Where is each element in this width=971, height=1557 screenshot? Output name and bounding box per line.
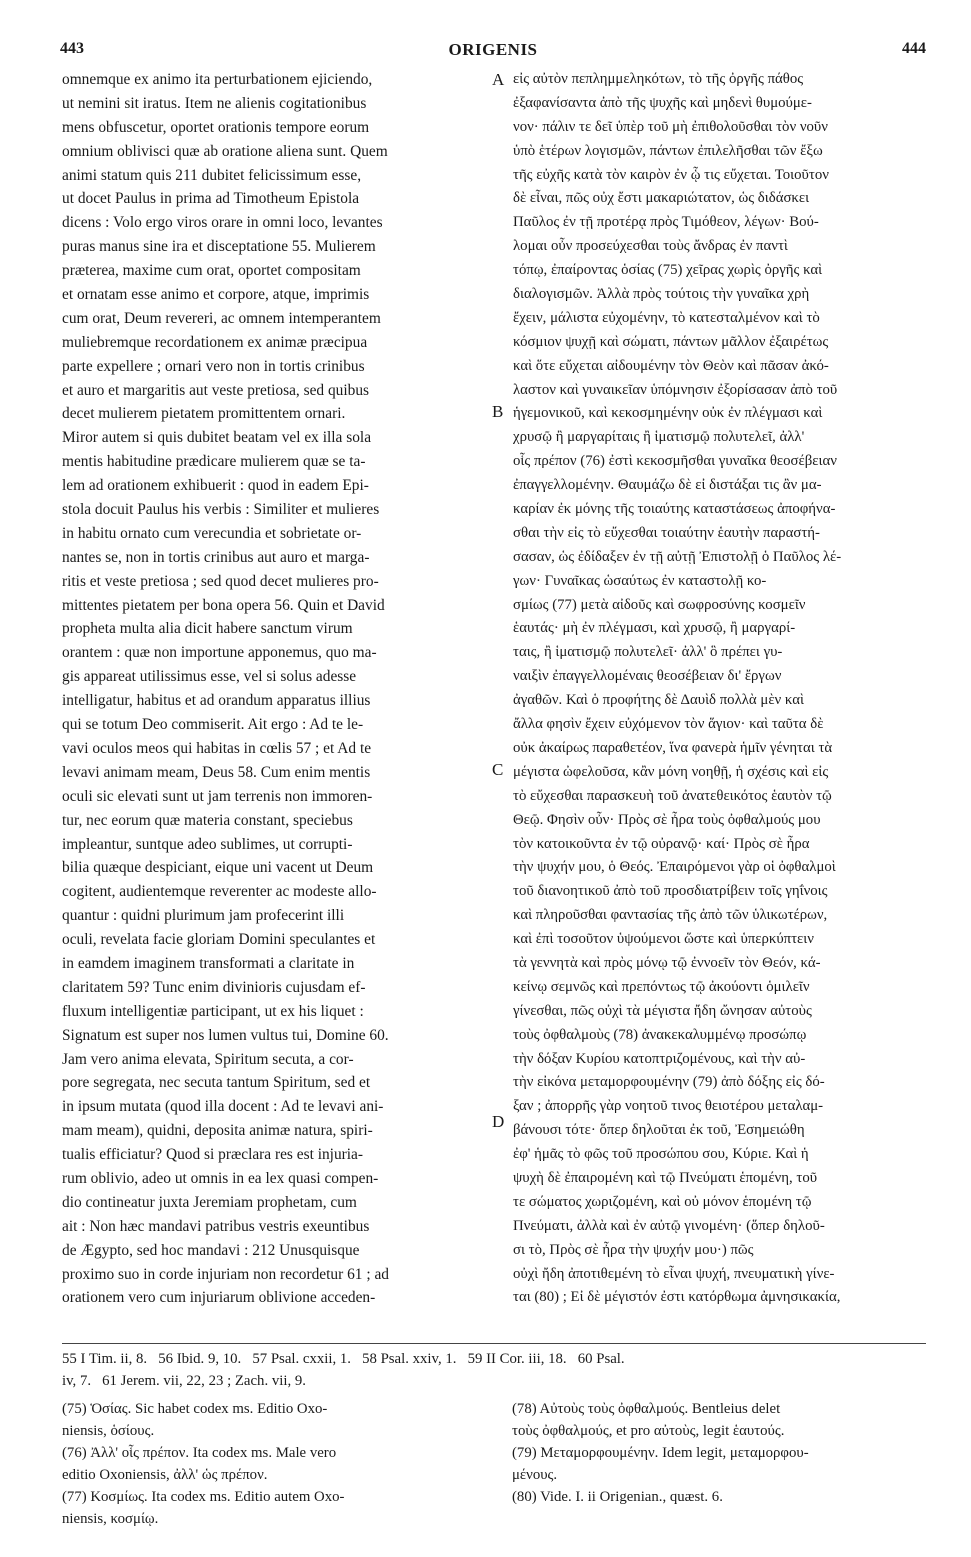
greek-text-line: λομαι οὖν προσεύχεσθαι τοὺς ἄνδρας ἐν παντὶ bbox=[513, 238, 788, 255]
latin-text-line: in habitu ornato cum verecundia et sobrietate or- bbox=[62, 524, 362, 542]
footnote-line: τοὺς ὀφθαλμούς, et pro αὐτοὺς, legit ἑαυτούς. bbox=[512, 1423, 785, 1439]
latin-text-line: mam meam), quidni, deposita animæ natura, spiri- bbox=[62, 1122, 373, 1140]
greek-text-line: τοῦ διανοητικοῦ ἀπὸ τοῦ προσδιατρίβειν τοῖς γηΐνοις bbox=[513, 883, 828, 900]
greek-text-line: κείνῳ σεμνῶς καὶ πρεπόντως τῷ ἀκούοντι ὁμιλεῖν bbox=[513, 978, 810, 995]
greek-text-line: τὰ γεννητὰ καὶ πρὸς μόνῳ τῷ ἐννοεῖν τὸν Θεόν, κά- bbox=[513, 954, 821, 971]
greek-text-line: σθαι τὴν εἰς τὸ εὔχεσθαι τοιαύτην ἑαυτὴν παραστή- bbox=[513, 524, 820, 541]
latin-column bbox=[62, 68, 490, 1310]
greek-text-line: καὶ ὅτε εὔχεται αἰδουμένην τὸν Θεὸν καὶ πᾶσαν ἀκό- bbox=[513, 357, 829, 374]
greek-text-line: κόσμιον ψυχῇ καὶ σώματι, πάντων μᾶλλον ἐξαιρέτως bbox=[513, 333, 829, 350]
reference-line: iv, 7. 61 Jerem. vii, 22, 23 ; Zach. vii, 9. bbox=[62, 1373, 306, 1389]
latin-text-line: proximo suo in corde injuriam non recordetur 61 ; ad bbox=[62, 1265, 389, 1283]
greek-text-line: λαστον καὶ γυναικεῖαν ὑπόμνησιν ἐξορίσασαν ἀπὸ τοῦ bbox=[513, 381, 838, 398]
latin-text-line: cum orat, Deum revereri, ac omnem intemperantem bbox=[62, 309, 381, 327]
latin-text-line: dio contineatur juxta Jeremiam prophetam, cum bbox=[62, 1193, 357, 1211]
footnote-line: niensis, ὁσίους. bbox=[62, 1423, 155, 1439]
latin-text-line: cogitent, audientemque reverenter ac modeste allo- bbox=[62, 883, 377, 901]
footnote-line: (77) Κοσμίως. Ita codex ms. Editio autem Oxo- bbox=[62, 1489, 345, 1505]
latin-text-line: pore segregata, nec secuta tantum Spiritum, sed et bbox=[62, 1074, 371, 1092]
latin-text-line: nantes se, non in tortis crinibus aut auro et marga- bbox=[62, 548, 370, 566]
greek-text-line: ψυχὴ δὲ ἐπαιρομένη καὶ τῷ Πνεύματι ἑπομένη, τοῦ bbox=[513, 1169, 818, 1186]
latin-text-line: stola docuit Paulus his verbis : Similiter et mulieres bbox=[62, 501, 380, 519]
section-marker-a: A bbox=[492, 70, 505, 89]
greek-text-line: τὴν ψυχήν μου, ὁ Θεός. Ἐπαιρόμενοι γὰρ οἱ ὀφθαλμοὶ bbox=[513, 859, 836, 876]
greek-text-line: τὴν εἰκόνα μεταμορφουμένην (79) ἀπὸ δόξης εἰς δό- bbox=[513, 1074, 825, 1091]
greek-text-line: ξαν ; ἀπορρῆς γὰρ νοητοῦ τινος θειοτέρου μεταλαμ- bbox=[513, 1098, 824, 1115]
latin-text-line: levavi animam meam, Deus 58. Cum enim mentis bbox=[62, 763, 371, 781]
latin-text-line: in ipsum mutata (quod illa docent : Ad te levavi ani- bbox=[62, 1098, 384, 1116]
footnote-line: (78) Αὐτοὺς τοὺς ὀφθαλμούς. Bentleius delet bbox=[512, 1401, 781, 1417]
greek-text-line: ἀγαθῶν. Καὶ ὁ προφήτης δὲ Δαυὶδ πολλὰ μὲν καὶ bbox=[513, 692, 804, 709]
latin-text-line: præterea, maxime cum orat, oportet compositam bbox=[62, 262, 361, 280]
greek-text-line: οἷς πρέπον (76) ἐστὶ κεκοσμῆσθαι γυναῖκα θεοσέβειαν bbox=[513, 453, 837, 470]
greek-text-line: ἄλλα φησὶν ἔχειν εὐχόμενον τὸν ἅγιον· καὶ ταῦτα δὲ bbox=[513, 716, 824, 733]
greek-text-line: τόπῳ, ἐπαίροντας ὁσίας (75) χεῖρας χωρὶς ὀργῆς καὶ bbox=[513, 262, 823, 279]
greek-text-line: εἰς αὐτὸν πεπλημμεληκότων, τὸ τῆς ὀργῆς πάθος bbox=[513, 71, 804, 87]
latin-text-line: animi statum quis 211 dubitet felicissimum esse, bbox=[62, 166, 362, 184]
footnote-line: (76) Ἀλλ' οἷς πρέπον. Ita codex ms. Male vero bbox=[62, 1445, 337, 1461]
greek-text-line: Παῦλος ἐν τῇ προτέρᾳ πρὸς Τιμόθεον, λέγων· Βού- bbox=[513, 214, 819, 231]
latin-text-line: parte expellere ; ornari vero non in tortis crinibus bbox=[62, 357, 365, 375]
latin-text-line: oculi, revelata facie gloriam Domini speculantes et bbox=[62, 931, 376, 949]
footnote-line: editio Oxoniensis, ἀλλ' ὡς πρέπον. bbox=[62, 1467, 268, 1483]
greek-text-line: τοὺς ὀφθαλμοὺς (78) ἀνακεκαλυμμένῳ προσώπῳ bbox=[513, 1026, 807, 1043]
greek-text-line: ἑαυτάς· μὴ ἐν πλέγμασι, καὶ χρυσῷ, ἢ μαργαρί- bbox=[513, 620, 796, 637]
greek-text-line: καρίαν ἐκ μόνης τῆς τοιαύτης καταστάσεως ἀποφήνα- bbox=[513, 501, 836, 518]
latin-text-line: mittentes pietatem per bona opera 56. Quin et David bbox=[62, 596, 385, 614]
latin-text-line: ut nemini sit iratus. Item ne alienis cogitationibus bbox=[62, 94, 367, 112]
greek-text-line: ταις, ἢ ἱματισμῷ πολυτελεῖ· ἀλλ' ὃ πρέπει γυ- bbox=[513, 644, 783, 661]
reference-line: 55 I Tim. ii, 8. 56 Ibid. 9, 10. 57 Psal. cxxii, 1. 58 Psal. xxiv, 1. 59 II Cor. iii, 18. 60 Psal. bbox=[62, 1351, 625, 1367]
latin-text-line: impleantur, suntque adeo sublimes, ut corrupti- bbox=[62, 835, 353, 853]
latin-text-line: fluxum intelligentiæ participant, ut ex his liquet : bbox=[62, 1002, 364, 1020]
latin-text-line: propheta multa alia dicit habere sanctum virum bbox=[62, 620, 353, 638]
latin-text-line: muliebremque recordationem ex animæ præcipua bbox=[62, 333, 368, 351]
greek-text-line: ἡγεμονικοῦ, καὶ κεκοσμημένην οὐκ ἐν πλέγμασι καὶ bbox=[513, 405, 823, 422]
greek-text-line: σι τὸ, Πρὸς σὲ ἦρα τὴν ψυχήν μου·) πῶς bbox=[513, 1241, 754, 1258]
greek-text-line: δὲ εἶναι, πῶς οὐχ ἔστι μακαριώτατον, ὡς διδάσκει bbox=[513, 190, 810, 207]
latin-text-line: ritis et veste pretiosa ; sed quod decet mulieres pro- bbox=[62, 572, 379, 590]
latin-text-line: puras manus sine ira et disceptatione 55. Mulierem bbox=[62, 238, 376, 256]
latin-text-line: in eamdem imaginem transformati a claritate in bbox=[62, 954, 355, 972]
footnote-line: μένους. bbox=[512, 1467, 558, 1483]
latin-text-line: ait : Non hæc mandavi patribus vestris exeuntibus bbox=[62, 1217, 370, 1235]
latin-text-line: mens obfuscetur, oportet orationis tempore eorum bbox=[62, 118, 370, 136]
greek-text-line: καὶ πληροῦσθαι φαντασίας τῆς ἀπὸ τῶν ὑλικωτέρων, bbox=[513, 907, 828, 924]
latin-text-line: rum oblivio, adeo ut omnis in ea lex quasi compen- bbox=[62, 1169, 379, 1187]
running-title: ORIGENIS bbox=[448, 40, 538, 59]
latin-text-line: omnemque ex animo ita perturbationem ejiciendo, bbox=[62, 71, 373, 88]
latin-text-line: gis appareat utilissimus esse, vel si solus adesse bbox=[62, 668, 357, 686]
greek-text-line: διαλογισμῶν. Ἀλλὰ πρὸς τούτοις τὴν γυναῖκα χρὴ bbox=[513, 286, 810, 303]
latin-text-line: vavi oculos meos qui habitas in cœlis 57 ; et Ad te bbox=[62, 739, 372, 757]
greek-text-line: ἐξαφανίσαντα ἀπὸ τῆς ψυχῆς καὶ μηδενὶ θυμούμε- bbox=[513, 94, 812, 111]
latin-text-line: decet mulierem pietatem promittentem ornari. bbox=[62, 405, 346, 423]
scripture-references bbox=[62, 1348, 926, 1392]
section-marker-b: B bbox=[492, 402, 504, 421]
greek-text-line: οὐχὶ ἤδη ἀποτιθεμένη τὸ εἶναι ψυχή, πνευματικὴ γίνε- bbox=[513, 1265, 835, 1282]
greek-text-line: τῆς εὐχῆς κατὰ τὸν καιρὸν ἐν ᾧ τις εὔχεται. Τοιοῦτον bbox=[513, 166, 829, 183]
footnote-rule bbox=[62, 1343, 926, 1344]
latin-text-line: mentis habitudine prædicare mulierem quæ se ta- bbox=[62, 453, 366, 471]
latin-text-line: de Ægypto, sed hoc mandavi : 212 Unusquisque bbox=[62, 1241, 360, 1259]
greek-text-line: βάνουσι τότε· ὅπερ δηλοῦται ἐκ τοῦ, Ἐσημειώθη bbox=[513, 1122, 805, 1139]
page-number-left: 443 bbox=[60, 40, 84, 57]
greek-text-line: γων· Γυναῖκας ὡσαύτως ἐν καταστολῇ κο- bbox=[513, 572, 767, 589]
latin-text-line: qui se totum Deo commiserit. Ait ergo : Ad te le- bbox=[62, 716, 364, 734]
latin-text-line: Signatum est super nos lumen vultus tui, Domine 60. bbox=[62, 1026, 389, 1044]
footnote-line: (79) Μεταμορφουμένην. Idem legit, μεταμορφου- bbox=[512, 1445, 809, 1461]
footnote-line: (80) Vide. I. ii Origenian., quæst. 6. bbox=[512, 1489, 723, 1505]
greek-text-line: ὑπὸ ἑτέρων λογισμῶν, πάντων ἐπιλελῆσθαι τῶν ἔξω bbox=[513, 142, 823, 159]
latin-text-line: tur, nec eorum quæ materia constant, speciebus bbox=[62, 811, 353, 829]
latin-text-line: et ornatam esse animo et corpore, atque, imprimis bbox=[62, 286, 370, 304]
latin-text-line: orationem vero cum injuriarum oblivione acceden- bbox=[62, 1289, 376, 1307]
latin-text-line: oculi sic elevati sunt ut jam terrenis non immoren- bbox=[62, 787, 373, 805]
footnote-line: niensis, κοσμίῳ. bbox=[62, 1511, 159, 1527]
latin-text-line: et auro et margaritis aut veste pretiosa, sed quibus bbox=[62, 381, 370, 399]
section-marker-c: C bbox=[492, 760, 504, 779]
greek-text-line: ἐπαγγελλομένην. Θαυμάζω δὲ εἰ διστάξαι τις ἂν μα- bbox=[513, 477, 822, 494]
latin-text-line: orantem : quæ non importune apponemus, quo ma- bbox=[62, 644, 377, 662]
latin-text-line: Miror autem si quis dubitet beatam vel ex illa sola bbox=[62, 429, 372, 447]
greek-text-line: τὸν κατοικοῦντα ἐν τῷ οὐρανῷ· καί· Πρὸς σὲ ἦρα bbox=[513, 835, 810, 852]
page-number-right: 444 bbox=[902, 40, 926, 57]
page-header bbox=[60, 40, 926, 64]
greek-text-line: νον· πάλιν τε δεῖ ὑπὲρ τοῦ μὴ ἐπιθολοῦσθαι τὸν νοῦν bbox=[513, 118, 828, 135]
greek-text-line: ται (80) ; Εἰ δὲ μέγιστόν ἐστι κατόρθωμα ἀμνησικακία, bbox=[513, 1289, 841, 1306]
greek-column bbox=[513, 68, 926, 1310]
latin-text-line: quantur : quidni plurimum jam profecerint illi bbox=[62, 907, 345, 925]
latin-text-line: intelligatur, habitus et ad orandum apparatus illius bbox=[62, 692, 371, 710]
section-marker-d: D bbox=[492, 1112, 505, 1131]
latin-text-line: Jam vero anima elevata, Spiritum secuta, a cor- bbox=[62, 1050, 354, 1068]
footnote-line: (75) Ὁσίας. Sic habet codex ms. Editio Oxo- bbox=[62, 1401, 328, 1417]
greek-text-line: ἔχειν, μάλιστα εὐχομένην, τὸ κατεσταλμένον καὶ τὸ bbox=[513, 309, 820, 326]
greek-text-line: τε σώματος χωριζομένη, καὶ οὐ μόνον ἑπομένη τῷ bbox=[513, 1193, 812, 1210]
latin-text-line: omnium oblivisci quæ ab oratione aliena sunt. Quem bbox=[62, 142, 388, 160]
greek-text-line: σμίως (77) μετὰ αἰδοῦς καὶ σωφροσύνης κοσμεῖν bbox=[513, 596, 806, 613]
greek-text-line: καὶ ἐπὶ τοσοῦτον ὑψούμενοι ὥστε καὶ ὑπερκύπτειν bbox=[513, 931, 814, 948]
greek-text-line: χρυσῷ ἢ μαργαρίταις ἢ ἱματισμῷ πολυτελεῖ, ἀλλ' bbox=[513, 429, 805, 446]
greek-text-line: τὴν δόξαν Κυρίου κατοπτριζομένους, καὶ τὴν αὐ- bbox=[513, 1050, 806, 1067]
greek-text-line: Πνεύματι, ἀλλὰ καὶ ἐν αὐτῷ γινομένη· (ὅπερ δηλοῦ- bbox=[513, 1217, 825, 1234]
greek-text-line: Θεῷ. Φησὶν οὖν· Πρὸς σὲ ἦρα τοὺς ὀφθαλμούς μου bbox=[513, 811, 821, 828]
greek-text-line: ἐφ' ἡμᾶς τὸ φῶς τοῦ προσώπου σου, Κύριε. Καὶ ἡ bbox=[513, 1146, 809, 1163]
greek-text-line: μέγιστα ὠφελοῦσα, κἂν μόνη νοηθῇ, ἡ σχέσις καὶ εἰς bbox=[513, 763, 829, 780]
notes-left-column bbox=[62, 1398, 462, 1530]
greek-text-line: γίνεσθαι, πῶς οὐχὶ τὰ μέγιστα ἤδη ὤνησαν αὐτοὺς bbox=[513, 1002, 812, 1019]
greek-text-line: σασαν, ὡς ἐδίδαξεν ἐν τῇ αὐτῇ Ἐπιστολῇ ὁ Παῦλος λέ- bbox=[513, 548, 842, 565]
latin-text-line: ut docet Paulus in prima ad Timotheum Epistola bbox=[62, 190, 360, 208]
latin-text-line: dicens : Volo ergo viros orare in omni loco, levantes bbox=[62, 214, 383, 232]
greek-text-line: ναιξὶν ἐπαγγελλομέναις θεοσέβειαν δι' ἔργων bbox=[513, 668, 782, 685]
latin-text-line: bilia quæque despiciant, eique uni vacent ut Deum bbox=[62, 859, 374, 877]
latin-text-line: tualis efficiatur? Quod si præclara res est injuria- bbox=[62, 1146, 364, 1164]
latin-text-line: claritatem 59? Tunc enim divinioris cujusdam ef- bbox=[62, 978, 366, 996]
latin-text-line: lem ad orationem exhibuerit : quod in eadem Epi- bbox=[62, 477, 369, 495]
notes-right-column bbox=[512, 1398, 926, 1508]
greek-text-line: οὐκ ἀκαίρως παραθετέον, ἵνα φανερὰ ἡμῖν γένηται τὰ bbox=[513, 739, 833, 756]
greek-text-line: τὸ εὔχεσθαι παρασκευὴ τοῦ ἀνατεθεικότος ἑαυτὸν τῷ bbox=[513, 787, 832, 804]
